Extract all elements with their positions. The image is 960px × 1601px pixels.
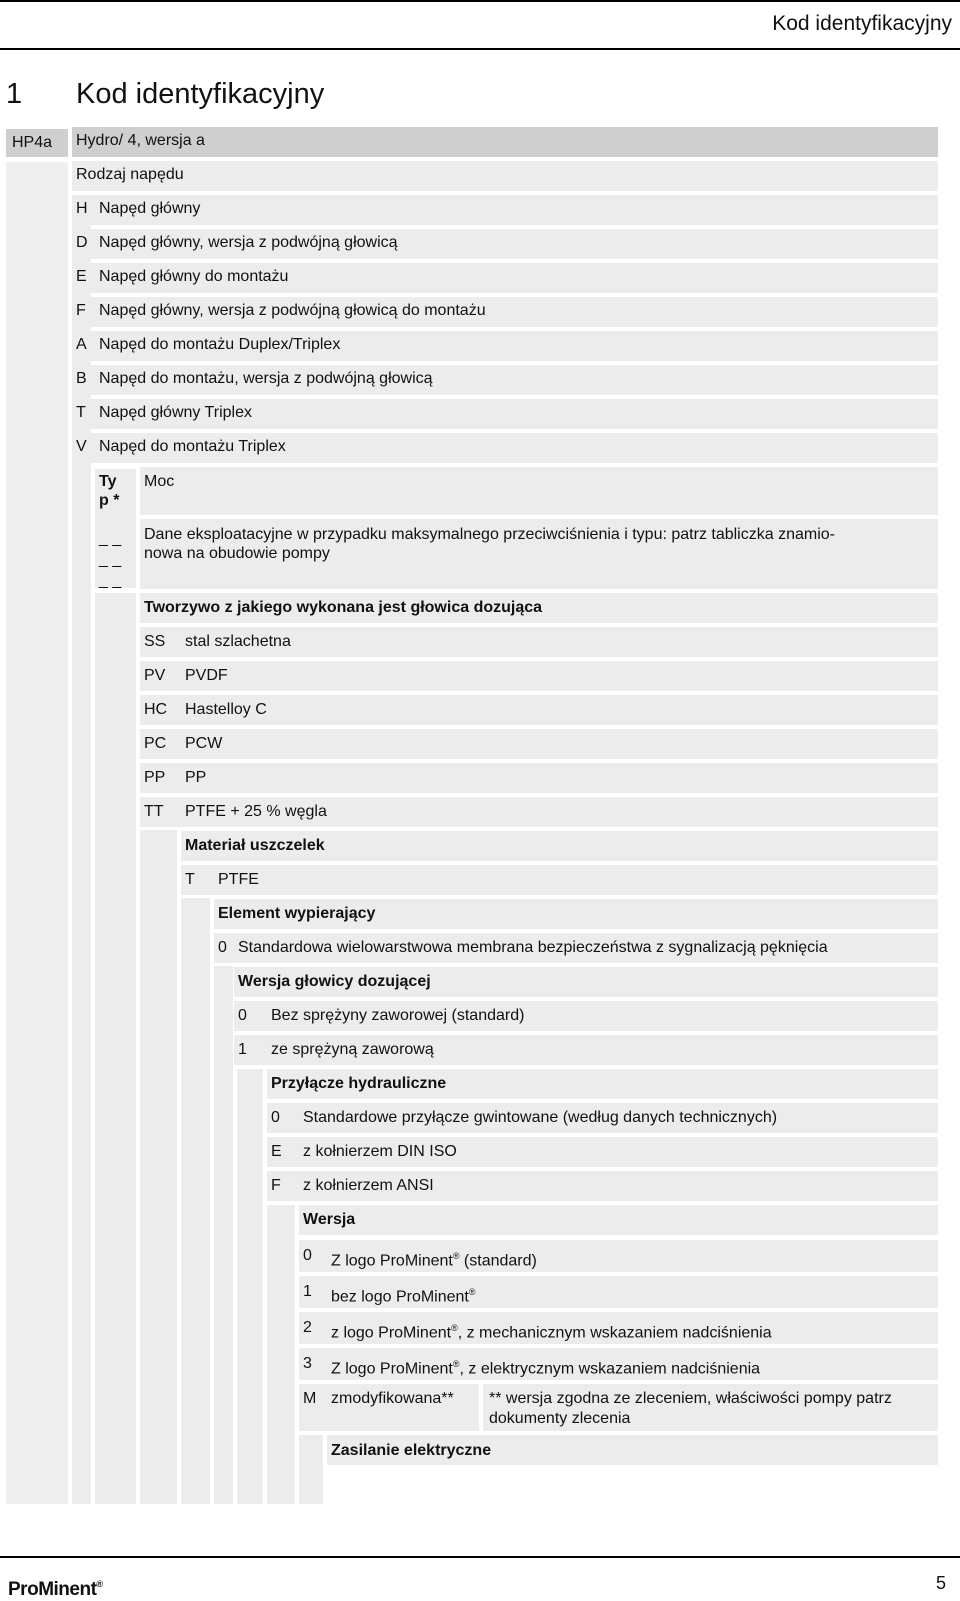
drive-code: E [76,268,87,285]
displacer-code: 0 [218,939,227,956]
head-material-row [140,729,938,759]
drive-row [72,195,938,225]
power-title-row [140,467,938,515]
page-number: 5 [935,1573,946,1593]
version-label: z logo ProMinent®, z mechanicznym wskazaniem nadciśnienia [331,1323,772,1342]
footer-rule [0,1556,960,1558]
drive-title: Rodzaj napędu [76,166,184,183]
heading-title: Kod identyfikacyjny [76,78,325,110]
drive-label: Napęd główny, wersja z podwójną głowicą do montażu [99,302,486,319]
left-column-fill [6,162,68,1504]
hydraulic-label: z kołnierzem DIN ISO [303,1143,457,1160]
material-label: PCW [185,735,223,752]
drive-code: T [76,404,86,421]
material-label: PP [185,769,207,786]
drive-code: V [76,438,87,455]
head-version-title: Wersja głowicy dozującej [238,973,431,990]
power-description: nowa na obudowie pompy [144,545,330,562]
heading-number: 1 [6,78,23,110]
hydraulic-label: Standardowe przyłącze gwintowane (według danych technicznych) [303,1109,778,1126]
material-label: PTFE + 25 % węgla [185,803,327,820]
type-label: p * [99,492,120,509]
hydraulic-title: Przyłącze hydrauliczne [271,1075,447,1092]
power-placeholder: _ _ [99,572,122,589]
drive-label: Napęd do montażu Triplex [99,438,286,455]
version-code: 3 [303,1355,312,1372]
head-version-label: Bez sprężyny zaworowej (standard) [271,1007,525,1024]
version-code: 1 [303,1283,312,1300]
hydraulic-label: z kołnierzem ANSI [303,1177,434,1194]
drive-label: Napęd główny Triplex [99,404,252,421]
drive-code: D [76,234,88,251]
version-code: M [303,1390,317,1407]
power-supply-title: Zasilanie elektryczne [331,1442,492,1459]
power-placeholder: _ _ [99,551,122,568]
displacer-title: Element wypierający [218,905,376,922]
version-label: Z logo ProMinent®, z elektrycznym wskazaniem nadciśnienia [331,1359,761,1378]
version-label: bez logo ProMinent® [331,1287,476,1306]
seal-code: T [185,871,195,888]
version-label: Z logo ProMinent® (standard) [331,1251,537,1270]
displacer-label: Standardowa wielowarstwowa membrana bezpieczeństwa z sygnalizacją pęknięcia [238,939,828,956]
version-title: Wersja [303,1211,356,1228]
head-material-row [140,763,938,793]
drive-code: F [76,302,86,319]
material-code: PC [144,735,167,752]
power-description: Dane eksploatacyjne w przypadku maksymalnego przeciwciśnienia i typu: patrz tabliczka znamio- [144,526,835,543]
column-fill-version [299,1435,323,1504]
version-title-row [299,1205,938,1235]
material-code: PP [144,769,166,786]
column-fill-hydraulic [267,1205,295,1504]
hydraulic-code: 0 [271,1109,280,1126]
material-code: TT [144,803,164,820]
column-fill-headver [237,1069,263,1504]
version-code: 2 [303,1319,312,1336]
seal-title: Materiał uszczelek [185,837,325,854]
drive-code: B [76,370,87,387]
power-placeholder: _ _ [99,530,122,547]
head-material-row [140,661,938,691]
material-code: SS [144,633,166,650]
header-bottom-rule [0,48,960,50]
version-note: dokumenty zlecenia [489,1410,631,1427]
seal-row [181,865,938,895]
head-version-code: 0 [238,1007,247,1024]
head-version-label: ze sprężyną zaworową [271,1041,434,1058]
drive-label: Napęd główny [99,200,201,217]
seal-label: PTFE [218,871,259,888]
hydraulic-code: F [271,1177,281,1194]
drive-code: H [76,200,88,217]
head-material-title: Tworzywo z jakiego wykonana jest głowica dozująca [144,599,543,616]
material-label: PVDF [185,667,228,684]
column-fill-material [140,830,177,1504]
product-code: HP4a [6,129,68,157]
material-code: HC [144,701,168,718]
prominent-logo: ProMinent® [8,1579,103,1600]
head-version-code: 1 [238,1041,247,1058]
drive-label: Napęd główny, wersja z podwójną głowicą [99,234,398,251]
power-title: Moc [144,473,175,490]
column-fill-seal [181,898,210,1504]
header-top-rule [0,0,960,2]
hydraulic-code: E [271,1143,282,1160]
material-label: Hastelloy C [185,701,267,718]
drive-label: Napęd do montażu, wersja z podwójną głowicą [99,370,433,387]
drive-code: A [76,336,87,353]
material-label: stal szlachetna [185,633,291,650]
version-note: ** wersja zgodna ze zleceniem, właściwości pompy patrz [489,1390,892,1407]
type-label: Ty [99,473,117,490]
drive-label: Napęd do montażu Duplex/Triplex [99,336,341,353]
version-code: 0 [303,1247,312,1264]
drive-title-row [72,161,938,191]
drive-label: Napęd główny do montażu [99,268,289,285]
material-code: PV [144,667,166,684]
version-label: zmodyfikowana** [331,1390,454,1407]
product-name: Hydro/ 4, wersja a [76,132,205,149]
running-header: Kod identyfikacyjny [772,12,952,35]
column-fill-type-lower [95,593,136,1504]
column-fill-displacer [214,966,233,1504]
